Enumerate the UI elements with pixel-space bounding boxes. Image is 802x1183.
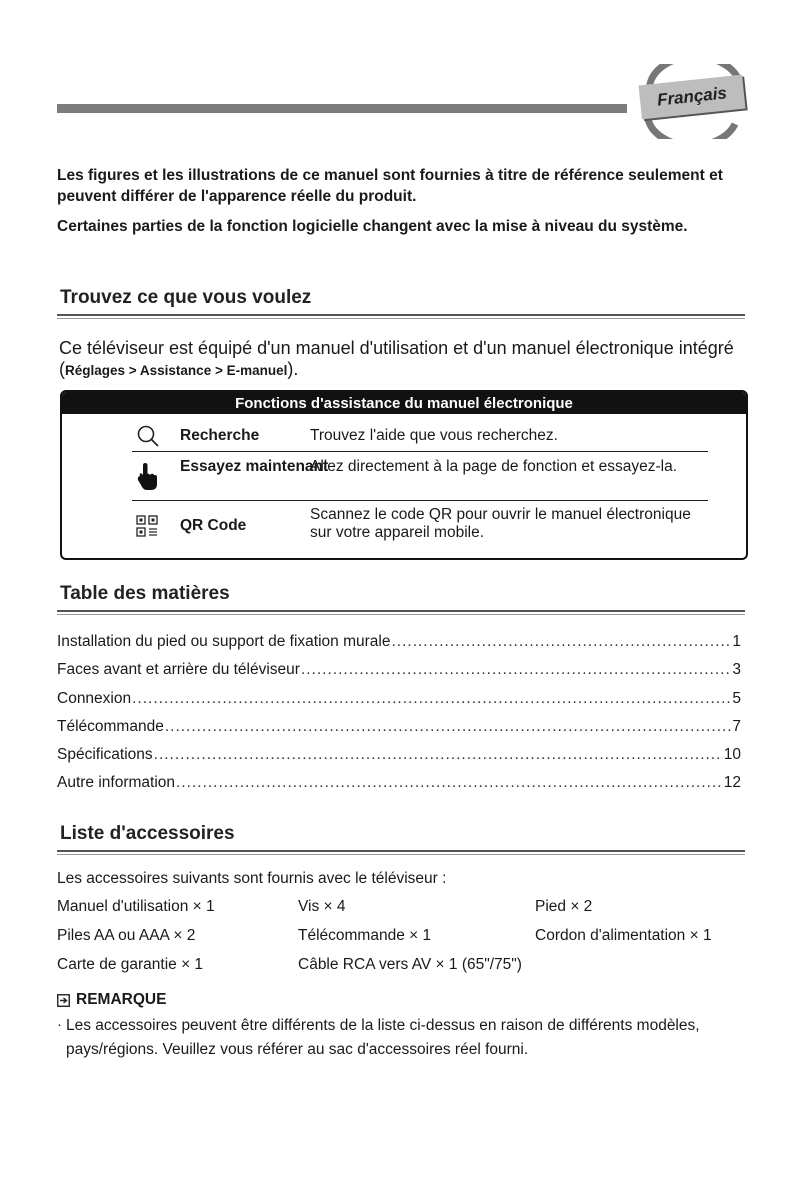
toc-entry-label: Autre information xyxy=(57,774,176,791)
toc-entry[interactable] xyxy=(57,633,741,655)
intro-paragraph-2: Certaines parties de la fonction logicielle changent avec la mise à niveau du système. xyxy=(57,218,688,235)
accessory-item: Vis × 4 xyxy=(298,898,346,915)
feature-desc: Allez directement à la page de fonction et essayez-la. xyxy=(310,458,678,475)
toc-entry[interactable] xyxy=(57,774,741,796)
note-text: Les accessoires peuvent être différents de la liste ci-dessus en raison de différents modèles, pays/régions. Veuillez vous référer au sac d'accessoires réel fourni. xyxy=(66,1017,700,1058)
search-icon xyxy=(136,424,160,448)
section-title-accessories: Liste d'accessoires xyxy=(60,823,235,844)
toc-entry[interactable] xyxy=(57,746,741,768)
toc-entry-page: 5 xyxy=(732,690,741,707)
toc-dot-leader xyxy=(391,633,731,651)
section-title-find: Trouvez ce que vous voulez xyxy=(60,287,312,308)
find-text: Ce téléviseur est équipé d'un manuel d'utilisation et d'un manuel électronique intégré ( xyxy=(59,338,734,379)
feature-row-qr-code xyxy=(132,501,708,551)
accessories-intro: Les accessoires suivants sont fournis avec le téléviseur : xyxy=(57,870,447,887)
find-text-end: ). xyxy=(287,359,299,379)
note-icon xyxy=(57,994,70,1007)
toc-entry[interactable] xyxy=(57,690,741,712)
qr-code-icon xyxy=(136,515,158,537)
features-box-title: Fonctions d'assistance du manuel électronique xyxy=(62,392,746,414)
e-manual-features-box xyxy=(60,390,748,560)
accessory-item: Manuel d'utilisation × 1 xyxy=(57,898,215,915)
accessory-item: Carte de garantie × 1 xyxy=(57,956,204,973)
toc-dot-leader xyxy=(301,661,731,679)
accessory-item: Câble RCA vers AV × 1 (65"/75") xyxy=(298,956,522,973)
find-description xyxy=(59,338,749,381)
toc-entry-page: 1 xyxy=(732,633,741,650)
note-bullet: · xyxy=(57,1016,62,1033)
toc-entry-page: 7 xyxy=(732,718,741,735)
toc-entry-label: Télécommande xyxy=(57,718,164,735)
accessory-item: Télécommande × 1 xyxy=(298,927,432,944)
toc-entry[interactable] xyxy=(57,718,741,740)
note-title: REMARQUE xyxy=(76,991,167,1008)
note-heading xyxy=(57,991,166,1009)
menu-path: Réglages > Assistance > E-manuel xyxy=(65,363,288,378)
toc-entry-page: 3 xyxy=(732,661,741,678)
section-title-toc: Table des matières xyxy=(60,583,230,604)
intro-paragraph-1: Les figures et les illustrations de ce manuel sont fournies à titre de référence seulement et peuvent différer de l'apparence réelle du produit. xyxy=(57,167,723,205)
accessory-item: Cordon d'alimentation × 1 xyxy=(535,927,712,944)
toc-dot-leader xyxy=(176,774,723,792)
section-divider xyxy=(57,314,745,319)
feature-desc: Scannez le code QR pour ouvrir le manuel électronique sur votre appareil mobile. xyxy=(310,506,691,541)
feature-name: Recherche xyxy=(180,427,260,444)
toc-entry-label: Connexion xyxy=(57,690,132,707)
toc-dot-leader xyxy=(165,718,732,736)
feature-name: Essayez maintenant xyxy=(180,458,329,475)
toc-entry-page: 10 xyxy=(723,746,741,763)
feature-name: QR Code xyxy=(180,517,247,534)
toc-entry-label: Faces avant et arrière du téléviseur xyxy=(57,661,300,678)
header-bar xyxy=(57,104,627,113)
toc-entry[interactable] xyxy=(57,661,741,683)
toc-dot-leader xyxy=(132,690,731,708)
feature-row-search xyxy=(132,420,708,452)
accessory-item: Piles AA ou AAA × 2 xyxy=(57,927,196,944)
feature-desc: Trouvez l'aide que vous recherchez. xyxy=(310,427,558,444)
toc-entry-label: Spécifications xyxy=(57,746,153,763)
toc-dot-leader xyxy=(154,746,723,764)
feature-row-try-now xyxy=(132,452,708,501)
accessory-item: Pied × 2 xyxy=(535,898,593,915)
toc-entry-label: Installation du pied ou support de fixation murale xyxy=(57,633,391,650)
toc-entry-page: 12 xyxy=(723,774,741,791)
section-divider xyxy=(57,850,745,855)
section-divider xyxy=(57,610,745,615)
hand-pointer-icon xyxy=(136,462,160,492)
language-label: Français xyxy=(639,75,746,120)
